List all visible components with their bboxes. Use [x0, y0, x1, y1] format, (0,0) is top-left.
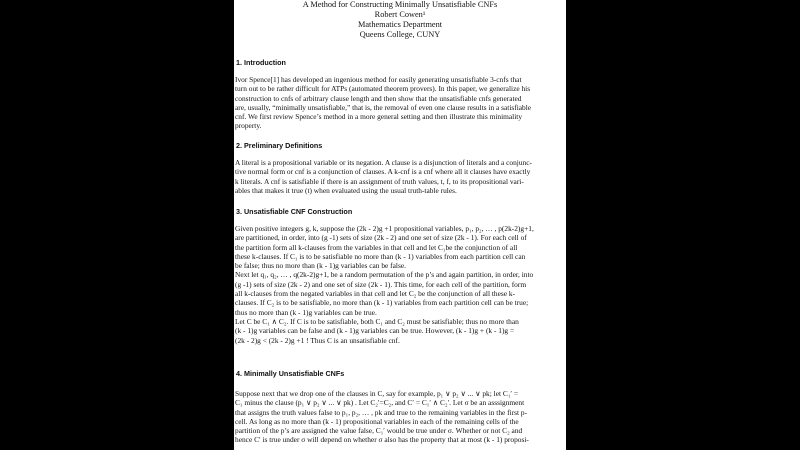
text-line: cell. As long as no more than (k - 1) propositional variables in each of the remaining cells of the: [235, 416, 519, 426]
text-line: Given positive integers g, k, suppose the (2k - 2)g +1 propositional variables, p₁, p₂, … , p(2k-2)g+1,: [235, 224, 534, 233]
paper-title: A Method for Constructing Minimally Unsatisfiable CNFs: [302, 0, 498, 9]
text-line: property.: [235, 121, 262, 131]
text-line: Let C be C₁ ∧ C₂. If C is to be satisfiable, both C₁ and C₂ must be satisfiable; thus no more than: [235, 316, 519, 326]
text-line: these k-clauses. If C₁ is to be satisfiable no more than (k - 1) variables from each partition cell can: [235, 251, 526, 261]
department: Mathematics Department: [357, 20, 443, 29]
text-line: clauses. If C₂ is to be satisfiable, no more than (k - 1) variables from each partition cell can be true;: [235, 298, 529, 308]
text-line: the partition form all k-clauses from the variables in that cell and let C₁be the conjunction of all: [235, 242, 518, 252]
text-line: ables that makes it true (t) when evaluated using the usual truth-table rules.: [235, 185, 457, 195]
document-page: [234, 0, 566, 450]
text-line: construction to cnfs of arbitrary clause length and then show that the unsatisfiable cnfs generated: [235, 93, 522, 103]
text-line: turn out to be rather difficult for ATPs (automated theorem provers). In this paper, we generalize his: [235, 84, 531, 94]
text-line: partition of the p’s are assigned the value false, C₁′ would be true under σ. Whether or not C₂ and: [235, 426, 523, 436]
text-line: Next let q₁, q₂, … , q(2k-2)g+1, be a random permutation of the p’s and again partition, in order, into: [235, 270, 534, 280]
section-heading-introduction: 1. Introduction: [236, 58, 286, 67]
text-line: be false; thus no more than (k - 1)g variables can be false.: [235, 261, 406, 271]
text-line: (g -1) sets of size (2k - 2) and one set of size (2k - 1). This time, for each cell of the partition, form: [235, 279, 527, 289]
text-line: (k - 1)g variables can be false and (k - 1)g variables can be true. However, (k - 1)g + (k - 1)g =: [235, 326, 515, 336]
text-line: Suppose next that we drop one of the clauses in C, say for example, p₁ ∨ p₂ ∨ ... ∨ pk; let C₁′ =: [235, 389, 519, 398]
text-line: tive normal form or cnf is a conjunction of clauses. A k-cnf is a cnf where all it clauses have exactly: [235, 167, 531, 177]
text-line: k literals. A cnf is satisfiable if there is an assignment of truth values, t, f, to its propositional vari-: [235, 176, 524, 186]
title-block: [234, 0, 566, 40]
text-line: all k-clauses from the negated variables in that cell and let C₂ be the conjunction of all these k-: [235, 289, 516, 299]
text-line: C₁ minus the clause (p₁ ∨ p₂ ∨ ... ∨ pk) . Let C₂′=C₂, and C′ = C₁′ ∧ C₂′. Let σ be an asssignment: [235, 398, 525, 408]
intro-paragraph: [235, 75, 565, 131]
left-margin-bar: [0, 0, 234, 450]
section-heading-definitions: 2. Preliminary Definitions: [236, 141, 323, 150]
construction-paragraph: [235, 224, 565, 345]
text-line: that assigns the truth values false to p₁, p₂, … , pk and true to the remaining variables in the first p-: [235, 407, 528, 417]
text-line: Ivor Spence[1] has developed an ingenious method for easily generating unsatisfiable 3-cnfs that: [235, 75, 522, 84]
minimal-paragraph: [235, 389, 565, 445]
section-heading-minimal: 4. Minimally Unsatisfiable CNFs: [236, 369, 345, 378]
text-line: are, usually, “minimally unsatisfiable,” that is, the removal of even one clause results in a satisfiable: [235, 102, 532, 112]
text-line: thus no more than (k - 1)g variables can be true.: [235, 307, 377, 317]
right-margin-bar: [566, 0, 800, 450]
text-line: A literal is a propositional variable or its negation. A clause is a disjunction of literals and a conjunc-: [235, 158, 532, 167]
text-line: (2k - 2)g < (2k - 2)g +1 ! Thus C is an unsatisfiable cnf.: [235, 335, 400, 345]
section-heading-construction: 3. Unsatisfiable CNF Construction: [236, 207, 353, 216]
text-line: cnf. We first review Spence’s method in a more general setting and then illustrate this minimality: [235, 112, 523, 122]
definitions-paragraph: [235, 158, 565, 195]
text-line: hence C′ is true under σ will depend on whether σ also has the property that at most (k - 1) proposi-: [235, 435, 529, 445]
college: Queens College, CUNY: [359, 30, 441, 39]
author-name: Robert Cowen¹: [374, 10, 426, 19]
text-line: are partitioned, in order, into (g -1) sets of size (2k - 2) and one set of size (2k - 1). For each cell of: [235, 233, 527, 243]
